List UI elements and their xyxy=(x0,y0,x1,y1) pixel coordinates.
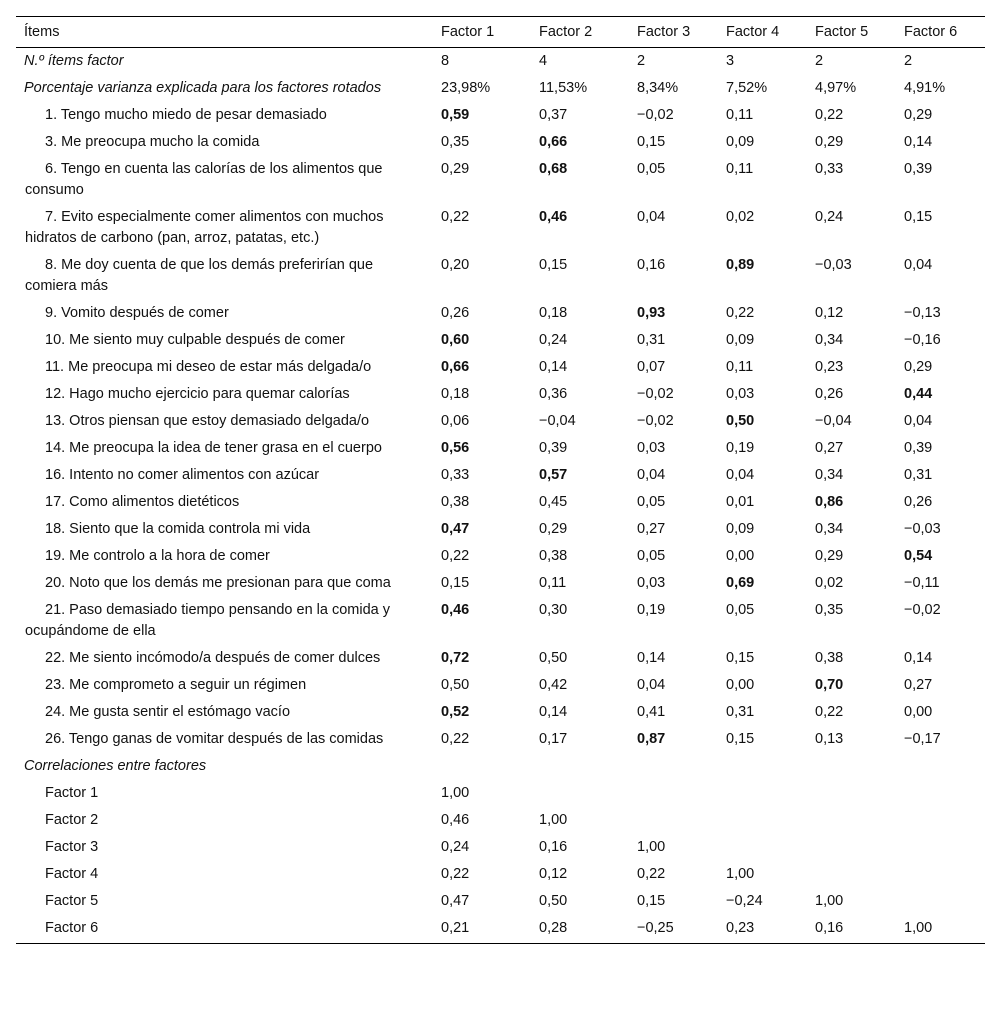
loading-factor-4: 0,01 xyxy=(726,494,755,510)
loading-factor-3: −0,02 xyxy=(637,107,674,123)
empty-cell xyxy=(896,808,985,835)
item-label-text: 23. Me comprometo a seguir un régimen xyxy=(45,677,307,693)
item-label xyxy=(16,253,433,301)
loading-factor-4: 0,89 xyxy=(726,257,755,273)
loading-factor-4: 0,00 xyxy=(726,677,755,693)
loading-factor-2: 0,42 xyxy=(539,677,568,693)
item-label-text: 10. Me siento muy culpable después de comer xyxy=(45,332,345,348)
loading-factor-5: 0,13 xyxy=(815,731,844,747)
loading-factor-1: 0,50 xyxy=(441,677,470,693)
loading-factor-1: 0,59 xyxy=(441,107,470,123)
empty-cell xyxy=(531,754,629,781)
loading-factor-6: 0,29 xyxy=(904,359,933,375)
correlation-value-factor-2: 0,12 xyxy=(539,866,568,882)
correlation-value-factor-4: 1,00 xyxy=(726,866,755,882)
loading-factor-6: 0,27 xyxy=(904,677,933,693)
correlations-title: Correlaciones entre factores xyxy=(24,758,207,774)
empty-cell xyxy=(896,889,985,916)
loading-factor-5: 0,29 xyxy=(815,548,844,564)
empty-cell xyxy=(629,781,718,808)
correlation-value-factor-3: 0,22 xyxy=(637,866,666,882)
loading-factor-5: −0,04 xyxy=(815,413,852,429)
summary-value-factor-4: 3 xyxy=(726,53,735,69)
item-label-text: 1. Tengo mucho miedo de pesar demasiado xyxy=(45,107,327,123)
loading-factor-2: 0,57 xyxy=(539,467,568,483)
empty-cell xyxy=(718,754,807,781)
item-label xyxy=(16,409,433,436)
summary-label: N.º ítems factor xyxy=(24,53,124,69)
correlation-value-factor-3: 1,00 xyxy=(637,839,666,855)
item-label xyxy=(16,517,433,544)
correlation-row xyxy=(16,862,985,889)
loading-factor-4: 0,15 xyxy=(726,731,755,747)
loading-factor-6: 0,00 xyxy=(904,704,933,720)
loading-factor-5: 0,29 xyxy=(815,134,844,150)
loading-factor-3: 0,03 xyxy=(637,440,666,456)
empty-cell xyxy=(896,835,985,862)
item-label xyxy=(16,382,433,409)
loading-factor-3: 0,04 xyxy=(637,209,666,225)
item-label xyxy=(16,490,433,517)
loading-factor-3: 0,27 xyxy=(637,521,666,537)
loading-factor-6: 0,15 xyxy=(904,209,933,225)
correlation-value-factor-1: 0,47 xyxy=(441,893,470,909)
empty-cell xyxy=(807,862,896,889)
empty-cell xyxy=(629,754,718,781)
loading-factor-1: 0,60 xyxy=(441,332,470,348)
table-row xyxy=(16,490,985,517)
loading-factor-5: 0,22 xyxy=(815,704,844,720)
loading-factor-1: 0,33 xyxy=(441,467,470,483)
loading-factor-1: 0,56 xyxy=(441,440,470,456)
summary-value-factor-5: 4,97% xyxy=(815,80,857,96)
header-items: Ítems xyxy=(24,24,60,40)
correlation-value-factor-6: 1,00 xyxy=(904,920,933,936)
loading-factor-1: 0,06 xyxy=(441,413,470,429)
correlation-value-factor-2: 0,16 xyxy=(539,839,568,855)
item-label xyxy=(16,355,433,382)
loading-factor-2: 0,38 xyxy=(539,548,568,564)
correlation-row xyxy=(16,916,985,944)
header-factor-5: Factor 5 xyxy=(815,24,869,40)
loading-factor-3: −0,02 xyxy=(637,413,674,429)
correlation-row xyxy=(16,781,985,808)
table-row xyxy=(16,130,985,157)
loading-factor-5: 0,27 xyxy=(815,440,844,456)
table-row xyxy=(16,463,985,490)
loading-factor-1: 0,22 xyxy=(441,209,470,225)
summary-label: Porcentaje varianza explicada para los factores rotados xyxy=(24,80,382,96)
loading-factor-6: −0,17 xyxy=(904,731,941,747)
correlation-row xyxy=(16,835,985,862)
table-header xyxy=(16,17,985,48)
item-label-text: 6. Tengo en cuenta las calorías de los alimentos que consumo xyxy=(25,161,383,198)
item-label-text: 26. Tengo ganas de vomitar después de las comidas xyxy=(45,731,384,747)
item-label xyxy=(16,328,433,355)
empty-cell xyxy=(807,808,896,835)
item-label xyxy=(16,646,433,673)
item-label xyxy=(16,700,433,727)
table-row xyxy=(16,382,985,409)
loading-factor-2: 0,24 xyxy=(539,332,568,348)
correlation-value-factor-5: 0,16 xyxy=(815,920,844,936)
empty-cell xyxy=(629,808,718,835)
loading-factor-4: 0,11 xyxy=(726,161,754,177)
loading-factor-2: 0,66 xyxy=(539,134,568,150)
table-row xyxy=(16,157,985,205)
item-label-text: 18. Siento que la comida controla mi vida xyxy=(45,521,311,537)
item-label-text: 21. Paso demasiado tiempo pensando en la comida y ocupándome de ella xyxy=(25,602,390,639)
item-label xyxy=(16,130,433,157)
item-label-text: 22. Me siento incómodo/a después de comer dulces xyxy=(45,650,381,666)
table-row xyxy=(16,646,985,673)
item-label-text: 3. Me preocupa mucho la comida xyxy=(45,134,260,150)
item-label-text: 24. Me gusta sentir el estómago vacío xyxy=(45,704,291,720)
correlation-row xyxy=(16,808,985,835)
loading-factor-4: 0,69 xyxy=(726,575,755,591)
correlation-value-factor-1: 1,00 xyxy=(441,785,470,801)
item-label-text: 20. Noto que los demás me presionan para que coma xyxy=(45,575,391,591)
table-row xyxy=(16,328,985,355)
table-row xyxy=(16,673,985,700)
item-label xyxy=(16,205,433,253)
loading-factor-1: 0,18 xyxy=(441,386,470,402)
correlation-value-factor-2: 0,50 xyxy=(539,893,568,909)
empty-cell xyxy=(718,808,807,835)
loading-factor-2: 0,68 xyxy=(539,161,568,177)
loading-factor-1: 0,22 xyxy=(441,731,470,747)
loading-factor-3: 0,14 xyxy=(637,650,666,666)
loading-factor-4: 0,31 xyxy=(726,704,755,720)
loading-factor-6: −0,11 xyxy=(904,575,940,591)
loading-factor-5: 0,24 xyxy=(815,209,844,225)
loading-factor-3: 0,05 xyxy=(637,494,666,510)
item-label xyxy=(16,598,433,646)
correlation-row xyxy=(16,889,985,916)
empty-cell xyxy=(531,781,629,808)
summary-row xyxy=(16,76,985,103)
loading-factor-4: 0,00 xyxy=(726,548,755,564)
loading-factor-5: 0,34 xyxy=(815,521,844,537)
factor-loadings-table-container xyxy=(16,16,985,944)
table-row xyxy=(16,598,985,646)
loading-factor-1: 0,38 xyxy=(441,494,470,510)
header-factor-2: Factor 2 xyxy=(539,24,593,40)
loading-factor-2: 0,50 xyxy=(539,650,568,666)
summary-value-factor-6: 4,91% xyxy=(904,80,946,96)
loading-factor-1: 0,20 xyxy=(441,257,470,273)
loading-factor-6: 0,54 xyxy=(904,548,933,564)
item-label-text: 7. Evito especialmente comer alimentos con muchos hidratos de carbono (pan, arroz, patatas, etc.) xyxy=(25,209,384,246)
loading-factor-2: 0,15 xyxy=(539,257,568,273)
loading-factor-6: 0,29 xyxy=(904,107,933,123)
table-body xyxy=(16,48,985,944)
item-label xyxy=(16,571,433,598)
correlation-value-factor-1: 0,46 xyxy=(441,812,470,828)
loading-factor-3: 0,93 xyxy=(637,305,666,321)
empty-cell xyxy=(718,835,807,862)
loading-factor-4: 0,11 xyxy=(726,107,754,123)
loading-factor-2: 0,14 xyxy=(539,704,568,720)
loading-factor-5: 0,34 xyxy=(815,332,844,348)
loading-factor-4: 0,02 xyxy=(726,209,755,225)
table-row xyxy=(16,355,985,382)
loading-factor-2: 0,17 xyxy=(539,731,568,747)
loading-factor-5: 0,12 xyxy=(815,305,844,321)
correlation-value-factor-4: −0,24 xyxy=(726,893,763,909)
loading-factor-1: 0,47 xyxy=(441,521,470,537)
loading-factor-4: 0,50 xyxy=(726,413,755,429)
item-label-text: 8. Me doy cuenta de que los demás preferirían que comiera más xyxy=(25,257,374,294)
empty-cell xyxy=(896,781,985,808)
summary-value-factor-3: 8,34% xyxy=(637,80,679,96)
item-label xyxy=(16,463,433,490)
loading-factor-2: 0,18 xyxy=(539,305,568,321)
empty-cell xyxy=(896,754,985,781)
loading-factor-5: 0,33 xyxy=(815,161,844,177)
loading-factor-4: 0,09 xyxy=(726,332,755,348)
loading-factor-6: 0,14 xyxy=(904,134,933,150)
loading-factor-3: 0,05 xyxy=(637,548,666,564)
loading-factor-1: 0,26 xyxy=(441,305,470,321)
summary-value-factor-1: 8 xyxy=(441,53,450,69)
loading-factor-2: 0,36 xyxy=(539,386,568,402)
summary-value-factor-2: 4 xyxy=(539,53,548,69)
loading-factor-3: 0,04 xyxy=(637,677,666,693)
table-row xyxy=(16,409,985,436)
item-label xyxy=(16,157,433,205)
loading-factor-2: 0,37 xyxy=(539,107,568,123)
empty-cell xyxy=(807,754,896,781)
loading-factor-6: 0,04 xyxy=(904,257,933,273)
loading-factor-4: 0,05 xyxy=(726,602,755,618)
table-row xyxy=(16,727,985,754)
loading-factor-4: 0,15 xyxy=(726,650,755,666)
summary-value-factor-6: 2 xyxy=(904,53,913,69)
loading-factor-5: 0,35 xyxy=(815,602,844,618)
loading-factor-3: 0,05 xyxy=(637,161,666,177)
loading-factor-3: 0,41 xyxy=(637,704,666,720)
header-factor-3: Factor 3 xyxy=(637,24,691,40)
loading-factor-6: 0,26 xyxy=(904,494,933,510)
item-label xyxy=(16,544,433,571)
loading-factor-6: −0,13 xyxy=(904,305,941,321)
table-row xyxy=(16,436,985,463)
header-factor-4: Factor 4 xyxy=(726,24,780,40)
correlation-label: Factor 5 xyxy=(45,893,99,909)
loading-factor-3: 0,03 xyxy=(637,575,666,591)
loading-factor-5: 0,34 xyxy=(815,467,844,483)
table-row xyxy=(16,103,985,130)
loading-factor-1: 0,66 xyxy=(441,359,470,375)
loading-factor-5: 0,38 xyxy=(815,650,844,666)
summary-value-factor-4: 7,52% xyxy=(726,80,768,96)
loading-factor-2: 0,30 xyxy=(539,602,568,618)
header-factor-6: Factor 6 xyxy=(904,24,958,40)
correlation-value-factor-2: 0,28 xyxy=(539,920,568,936)
loading-factor-6: 0,39 xyxy=(904,161,933,177)
loading-factor-5: 0,70 xyxy=(815,677,844,693)
table-row xyxy=(16,700,985,727)
loading-factor-5: 0,22 xyxy=(815,107,844,123)
loading-factor-3: 0,87 xyxy=(637,731,666,747)
table-row xyxy=(16,517,985,544)
table-row xyxy=(16,571,985,598)
item-label xyxy=(16,436,433,463)
header-row xyxy=(16,17,985,48)
loading-factor-3: 0,19 xyxy=(637,602,666,618)
loading-factor-2: 0,29 xyxy=(539,521,568,537)
empty-cell xyxy=(807,781,896,808)
item-label-text: 14. Me preocupa la idea de tener grasa en el cuerpo xyxy=(45,440,382,456)
loading-factor-6: −0,02 xyxy=(904,602,941,618)
loading-factor-4: 0,22 xyxy=(726,305,755,321)
item-label-text: 11. Me preocupa mi deseo de estar más delgada/o xyxy=(45,359,372,375)
item-label-text: 12. Hago mucho ejercicio para quemar calorías xyxy=(45,386,350,402)
correlation-label: Factor 6 xyxy=(45,920,99,936)
loading-factor-6: 0,39 xyxy=(904,440,933,456)
correlation-label: Factor 4 xyxy=(45,866,99,882)
correlation-label: Factor 3 xyxy=(45,839,99,855)
loading-factor-6: 0,44 xyxy=(904,386,933,402)
loading-factor-5: 0,02 xyxy=(815,575,844,591)
item-label-text: 17. Como alimentos dietéticos xyxy=(45,494,240,510)
correlation-label: Factor 1 xyxy=(45,785,99,801)
item-label-text: 19. Me controlo a la hora de comer xyxy=(45,548,270,564)
empty-cell xyxy=(433,754,531,781)
correlation-value-factor-1: 0,21 xyxy=(441,920,470,936)
loading-factor-1: 0,22 xyxy=(441,548,470,564)
header-factor-1: Factor 1 xyxy=(441,24,495,40)
summary-row xyxy=(16,48,985,77)
loading-factor-1: 0,29 xyxy=(441,161,470,177)
loading-factor-1: 0,35 xyxy=(441,134,470,150)
loading-factor-2: 0,14 xyxy=(539,359,568,375)
empty-cell xyxy=(896,862,985,889)
factor-loadings-table xyxy=(16,16,985,944)
loading-factor-2: 0,11 xyxy=(539,575,567,591)
loading-factor-6: 0,31 xyxy=(904,467,933,483)
empty-cell xyxy=(807,835,896,862)
loading-factor-6: −0,03 xyxy=(904,521,941,537)
correlation-value-factor-1: 0,22 xyxy=(441,866,470,882)
correlation-value-factor-2: 1,00 xyxy=(539,812,568,828)
loading-factor-3: 0,31 xyxy=(637,332,666,348)
loading-factor-2: 0,39 xyxy=(539,440,568,456)
loading-factor-2: 0,46 xyxy=(539,209,568,225)
empty-cell xyxy=(718,781,807,808)
loading-factor-3: 0,16 xyxy=(637,257,666,273)
table-row xyxy=(16,544,985,571)
loading-factor-4: 0,19 xyxy=(726,440,755,456)
loading-factor-2: −0,04 xyxy=(539,413,576,429)
correlation-value-factor-1: 0,24 xyxy=(441,839,470,855)
summary-value-factor-2: 11,53% xyxy=(539,80,588,96)
loading-factor-4: 0,03 xyxy=(726,386,755,402)
loading-factor-1: 0,52 xyxy=(441,704,470,720)
correlation-value-factor-3: 0,15 xyxy=(637,893,666,909)
loading-factor-1: 0,72 xyxy=(441,650,470,666)
loading-factor-6: 0,04 xyxy=(904,413,933,429)
table-row xyxy=(16,253,985,301)
loading-factor-1: 0,46 xyxy=(441,602,470,618)
loading-factor-5: 0,86 xyxy=(815,494,844,510)
correlation-value-factor-3: −0,25 xyxy=(637,920,674,936)
loading-factor-4: 0,11 xyxy=(726,359,754,375)
table-row xyxy=(16,301,985,328)
loading-factor-3: 0,04 xyxy=(637,467,666,483)
table-row xyxy=(16,205,985,253)
correlation-value-factor-4: 0,23 xyxy=(726,920,755,936)
loading-factor-4: 0,09 xyxy=(726,521,755,537)
loading-factor-3: −0,02 xyxy=(637,386,674,402)
loading-factor-3: 0,15 xyxy=(637,134,666,150)
item-label-text: 16. Intento no comer alimentos con azúcar xyxy=(45,467,320,483)
item-label-text: 13. Otros piensan que estoy demasiado delgada/o xyxy=(45,413,370,429)
summary-value-factor-5: 2 xyxy=(815,53,824,69)
loading-factor-6: 0,14 xyxy=(904,650,933,666)
loading-factor-2: 0,45 xyxy=(539,494,568,510)
item-label xyxy=(16,301,433,328)
loading-factor-5: 0,26 xyxy=(815,386,844,402)
item-label-text: 9. Vomito después de comer xyxy=(45,305,229,321)
loading-factor-4: 0,04 xyxy=(726,467,755,483)
loading-factor-4: 0,09 xyxy=(726,134,755,150)
correlations-title-row xyxy=(16,754,985,781)
item-label xyxy=(16,727,433,754)
item-label xyxy=(16,673,433,700)
summary-value-factor-1: 23,98% xyxy=(441,80,491,96)
loading-factor-1: 0,15 xyxy=(441,575,470,591)
correlation-value-factor-5: 1,00 xyxy=(815,893,844,909)
loading-factor-5: −0,03 xyxy=(815,257,852,273)
correlation-label: Factor 2 xyxy=(45,812,99,828)
loading-factor-6: −0,16 xyxy=(904,332,941,348)
loading-factor-5: 0,23 xyxy=(815,359,844,375)
summary-value-factor-3: 2 xyxy=(637,53,646,69)
loading-factor-3: 0,07 xyxy=(637,359,666,375)
item-label xyxy=(16,103,433,130)
